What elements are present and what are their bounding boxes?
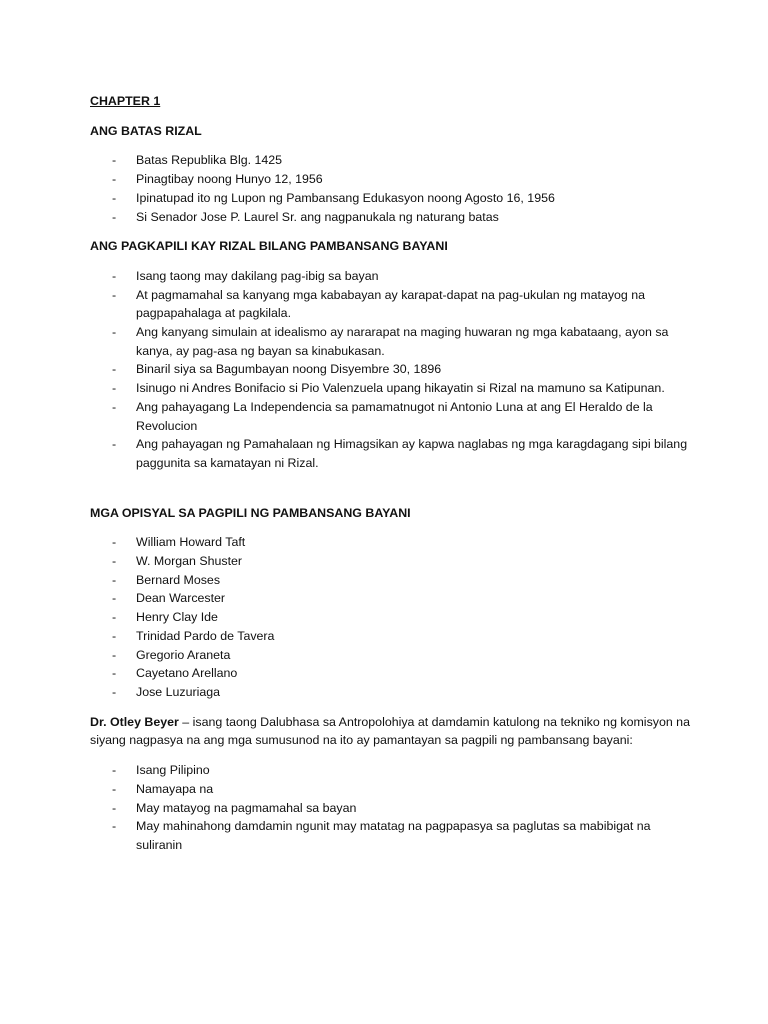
list-item-text: W. Morgan Shuster xyxy=(136,554,243,569)
list-item xyxy=(90,208,690,227)
dash-marker: - xyxy=(112,325,117,340)
dash-marker: - xyxy=(112,381,117,396)
list-item-text: Cayetano Arellano xyxy=(136,666,238,681)
dash-marker: - xyxy=(112,628,117,643)
list-item-text: Bernard Moses xyxy=(136,572,221,587)
dash-marker: - xyxy=(112,535,117,550)
dash-marker: - xyxy=(112,666,117,681)
spacer xyxy=(90,484,690,504)
list-item-text: Isang taong may dakilang pag-ibig sa bayan xyxy=(136,268,379,283)
list-item-text: Isinugo ni Andres Bonifacio si Pio Valenzuela upang hikayatin si Rizal na mamuno sa Katipunan. xyxy=(136,381,665,396)
dash-marker: - xyxy=(112,819,117,834)
list-pamantayan xyxy=(90,761,690,855)
list-item xyxy=(90,817,690,854)
list-item-text: Isang Pilipino xyxy=(136,763,210,778)
dash-marker: - xyxy=(112,172,117,187)
dash-marker: - xyxy=(112,153,117,168)
document-page xyxy=(90,92,690,866)
dash-marker: - xyxy=(112,763,117,778)
list-item xyxy=(90,435,690,472)
dash-marker: - xyxy=(112,268,117,283)
paragraph-text: – isang taong Dalubhasa sa Antropolohiya at damdamin katulong na tekniko ng komisyon na siyang nagpasya na ang mga sumusunod na ito ay pamantayan sa pagpili ng pambansang bayani: xyxy=(90,714,690,748)
section-heading-pagkapili: ANG PAGKAPILI KAY RIZAL BILANG PAMBANSANG BAYANI xyxy=(90,239,448,254)
dash-marker: - xyxy=(112,610,117,625)
list-item-text: Jose Luzuriaga xyxy=(136,684,221,699)
list-item xyxy=(90,286,690,323)
list-item-text: May matayog na pagmamahal sa bayan xyxy=(136,800,357,815)
dash-marker: - xyxy=(112,437,117,452)
list-item xyxy=(90,761,690,780)
list-item-text: Namayapa na xyxy=(136,781,214,796)
dash-marker: - xyxy=(112,800,117,815)
section-heading-opisyal: MGA OPISYAL SA PAGPILI NG PAMBANSANG BAYANI xyxy=(90,505,411,520)
list-item xyxy=(90,170,690,189)
list-item xyxy=(90,608,690,627)
list-item-text: Trinidad Pardo de Tavera xyxy=(136,628,275,643)
list-item xyxy=(90,398,690,435)
list-item xyxy=(90,627,690,646)
dash-marker: - xyxy=(112,399,117,414)
dash-marker: - xyxy=(112,781,117,796)
list-item xyxy=(90,589,690,608)
list-item-text: Pinagtibay noong Hunyo 12, 1956 xyxy=(136,172,323,187)
list-item-text: Ang pahayagan ng Pamahalaan ng Himagsikan ay kapwa naglabas ng mga karagdagang sipi bilang paggunita sa kamatayan ni Rizal. xyxy=(136,437,688,470)
list-item-text: Dean Warcester xyxy=(136,591,226,606)
list-item xyxy=(90,646,690,665)
dash-marker: - xyxy=(112,647,117,662)
list-item-text: Ipinatupad ito ng Lupon ng Pambansang Edukasyon noong Agosto 16, 1956 xyxy=(136,190,555,205)
list-item xyxy=(90,267,690,286)
dash-marker: - xyxy=(112,554,117,569)
dash-marker: - xyxy=(112,362,117,377)
list-batas-rizal xyxy=(90,151,690,226)
list-item xyxy=(90,151,690,170)
list-item-text: Gregorio Araneta xyxy=(136,647,231,662)
list-pagkapili xyxy=(90,267,690,473)
list-item-text: Ang kanyang simulain at idealismo ay nararapat na maging huwaran ng mga kabataang, ayon sa kanya, ay pag-asa ng bayan sa kinabukasan. xyxy=(136,325,669,358)
list-item-text: Si Senador Jose P. Laurel Sr. ang nagpanukala ng naturang batas xyxy=(136,209,499,224)
dash-marker: - xyxy=(112,684,117,699)
list-item xyxy=(90,323,690,360)
dash-marker: - xyxy=(112,190,117,205)
list-item xyxy=(90,683,690,702)
dash-marker: - xyxy=(112,591,117,606)
list-item-text: Batas Republika Blg. 1425 xyxy=(136,153,283,168)
list-item-text: Henry Clay Ide xyxy=(136,610,218,625)
list-item-text: Ang pahayagang La Independencia sa pamamatnugot ni Antonio Luna at ang El Heraldo de la Revolucion xyxy=(136,399,653,433)
list-item xyxy=(90,533,690,552)
list-item-text: May mahinahong damdamin ngunit may matatag na pagpapasya sa paglutas sa mabibigat na suliranin xyxy=(136,819,651,852)
list-item xyxy=(90,189,690,208)
list-item xyxy=(90,664,690,683)
list-item xyxy=(90,571,690,590)
chapter-title: CHAPTER 1 xyxy=(90,94,161,108)
dash-marker: - xyxy=(112,572,117,587)
list-item xyxy=(90,799,690,818)
list-item-text: William Howard Taft xyxy=(136,535,246,550)
beyer-paragraph xyxy=(90,713,690,750)
list-item-text: At pagmamahal sa kanyang mga kababayan ay karapat-dapat na pag-ukulan ng matayog na pagpapahalaga at pagkilala. xyxy=(136,287,646,321)
list-item-text: Binaril siya sa Bagumbayan noong Disyembre 30, 1896 xyxy=(136,362,442,377)
list-opisyal xyxy=(90,533,690,701)
section-heading-batas-rizal: ANG BATAS RIZAL xyxy=(90,123,202,138)
list-item xyxy=(90,780,690,799)
dash-marker: - xyxy=(112,209,117,224)
list-item xyxy=(90,360,690,379)
list-item xyxy=(90,552,690,571)
paragraph-lead: Dr. Otley Beyer xyxy=(90,714,179,729)
list-item xyxy=(90,379,690,398)
dash-marker: - xyxy=(112,287,117,302)
